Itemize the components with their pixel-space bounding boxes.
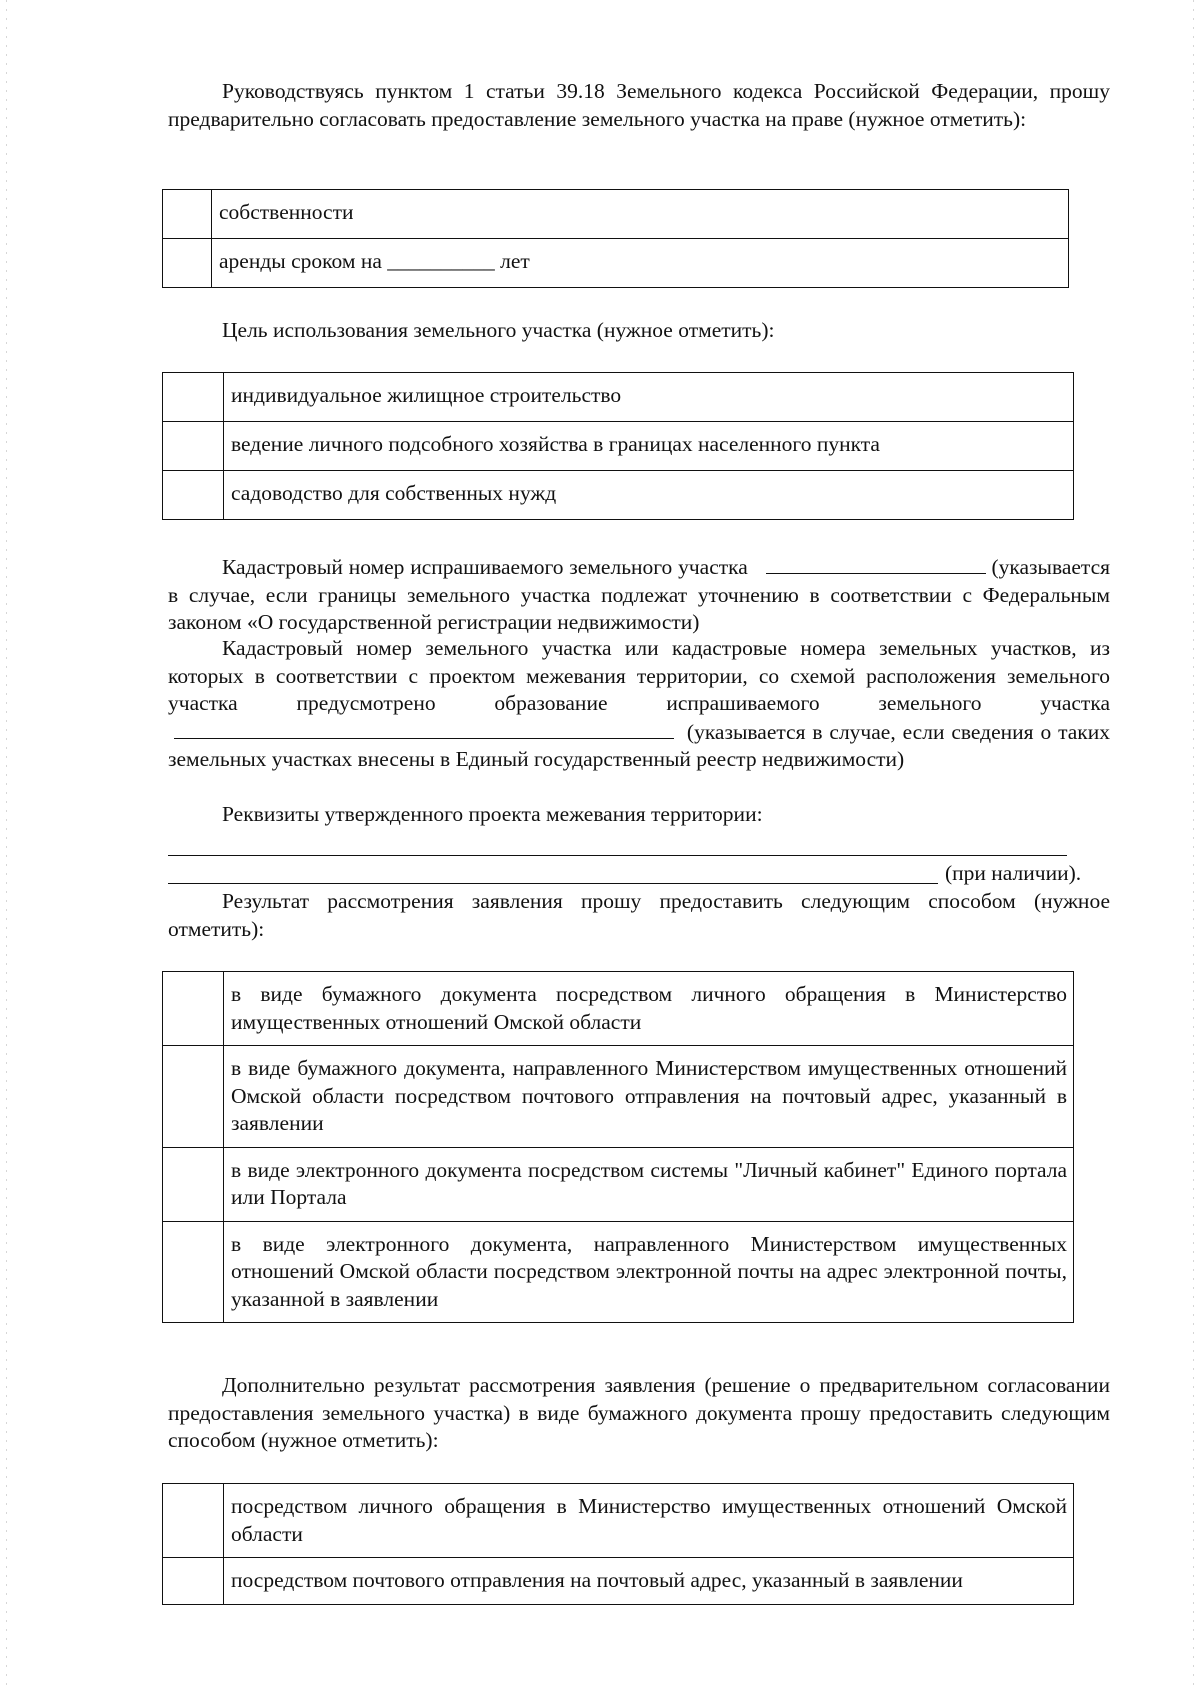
purpose-garden-label: садоводство для собственных нужд bbox=[224, 471, 1074, 520]
purpose-izhs-checkbox[interactable] bbox=[163, 373, 224, 422]
right-lease-cell bbox=[212, 239, 1069, 288]
purpose-garden-checkbox[interactable] bbox=[163, 471, 224, 520]
purpose-lph-label: ведение личного подсобного хозяйства в границах населенного пункта bbox=[224, 422, 1074, 471]
cadastral-number-field[interactable] bbox=[766, 553, 986, 574]
result-mail-label: в виде бумажного документа, направленного Министерством имущественных отношений Омской области посредством почтового отправления на почтовый адрес, указанный в заявлении bbox=[224, 1046, 1074, 1148]
purpose-izhs-label: индивидуальное жилищное строительство bbox=[224, 373, 1074, 422]
source-cadastral-field[interactable] bbox=[174, 718, 674, 739]
scan-edge-left bbox=[6, 0, 7, 1686]
result-cabinet-label: в виде электронного документа посредством системы "Личный кабинет" Единого портала или Портала bbox=[224, 1147, 1074, 1221]
source-cadastral-label: Кадастровый номер земельного участка или кадастровые номера земельных участков, из которых в соответствии с проектом межевания территории, со схемой расположения земельного участка предусмотрено образование испрашиваемого земельного участка bbox=[168, 636, 1110, 715]
right-ownership-label: собственности bbox=[212, 190, 1069, 239]
source-cadastral-note: (указывается в случае, если сведения о таких земельных участках внесены в Единый государственный реестр недвижимости) bbox=[168, 719, 1110, 771]
right-lease-checkbox[interactable] bbox=[163, 239, 212, 288]
result-mail-checkbox[interactable] bbox=[163, 1046, 224, 1148]
table-row bbox=[163, 239, 1069, 288]
right-lease-label: аренды сроком на bbox=[219, 249, 382, 273]
scan-edge-right bbox=[1193, 0, 1194, 1686]
result-personal-visit-label: в виде бумажного документа посредством личного обращения в Министерство имущественных отношений Омской области bbox=[224, 972, 1074, 1046]
table-row bbox=[163, 972, 1074, 1046]
result-email-label: в виде электронного документа, направленного Министерством имущественных отношений Омской области посредством электронной почты на адрес электронной почты, указанной в заявлении bbox=[224, 1221, 1074, 1323]
additional-personal-visit-checkbox[interactable] bbox=[163, 1484, 224, 1558]
table-row bbox=[163, 373, 1074, 422]
additional-table bbox=[162, 1483, 1074, 1605]
additional-personal-visit-label: посредством личного обращения в Министерство имущественных отношений Омской области bbox=[224, 1484, 1074, 1558]
right-table bbox=[162, 189, 1069, 288]
result-title: Результат рассмотрения заявления прошу предоставить следующим способом (нужное отметить): bbox=[168, 889, 1110, 941]
table-row bbox=[163, 1558, 1074, 1605]
table-row bbox=[163, 422, 1074, 471]
result-table bbox=[162, 971, 1074, 1323]
table-row bbox=[163, 190, 1069, 239]
result-email-checkbox[interactable] bbox=[163, 1221, 224, 1323]
project-field-line-1[interactable] bbox=[168, 855, 1067, 856]
purpose-table bbox=[162, 372, 1074, 520]
intro-paragraph: Руководствуясь пунктом 1 статьи 39.18 Земельного кодекса Российской Федерации, прошу предварительно согласовать предоставление земельного участка на праве (нужное отметить): bbox=[168, 79, 1110, 131]
table-row bbox=[163, 1484, 1074, 1558]
additional-mail-checkbox[interactable] bbox=[163, 1558, 224, 1605]
right-lease-years-word: лет bbox=[500, 249, 530, 273]
table-row bbox=[163, 1147, 1074, 1221]
lease-years-blank[interactable]: __________ bbox=[387, 249, 495, 273]
table-row bbox=[163, 1046, 1074, 1148]
table-row bbox=[163, 1221, 1074, 1323]
table-row bbox=[163, 471, 1074, 520]
right-ownership-checkbox[interactable] bbox=[163, 190, 212, 239]
project-optional-note: (при наличии). bbox=[945, 861, 1082, 885]
result-personal-visit-checkbox[interactable] bbox=[163, 972, 224, 1046]
project-title: Реквизиты утвержденного проекта межевания территории: bbox=[222, 802, 763, 826]
cadastral-paragraph-2 bbox=[168, 635, 1110, 774]
additional-title: Дополнительно результат рассмотрения заявления (решение о предварительном согласовании предоставления земельного участка) в виде бумажного документа прошу предоставить следующим способом (нужное отметить): bbox=[168, 1373, 1110, 1452]
purpose-title: Цель использования земельного участка (нужное отметить): bbox=[222, 318, 775, 342]
cadastral-note: (указывается в случае, если границы земельного участка подлежат уточнению в соответствии с Федеральным законом «О государственной регистрации недвижимости) bbox=[168, 555, 1111, 634]
cadastral-number-label: Кадастровый номер испрашиваемого земельного участка bbox=[222, 555, 748, 579]
result-cabinet-checkbox[interactable] bbox=[163, 1147, 224, 1221]
additional-mail-label: посредством почтового отправления на почтовый адрес, указанный в заявлении bbox=[224, 1558, 1074, 1605]
cadastral-paragraph-1 bbox=[168, 553, 1110, 637]
purpose-lph-checkbox[interactable] bbox=[163, 422, 224, 471]
project-field-line-2[interactable] bbox=[168, 883, 938, 884]
